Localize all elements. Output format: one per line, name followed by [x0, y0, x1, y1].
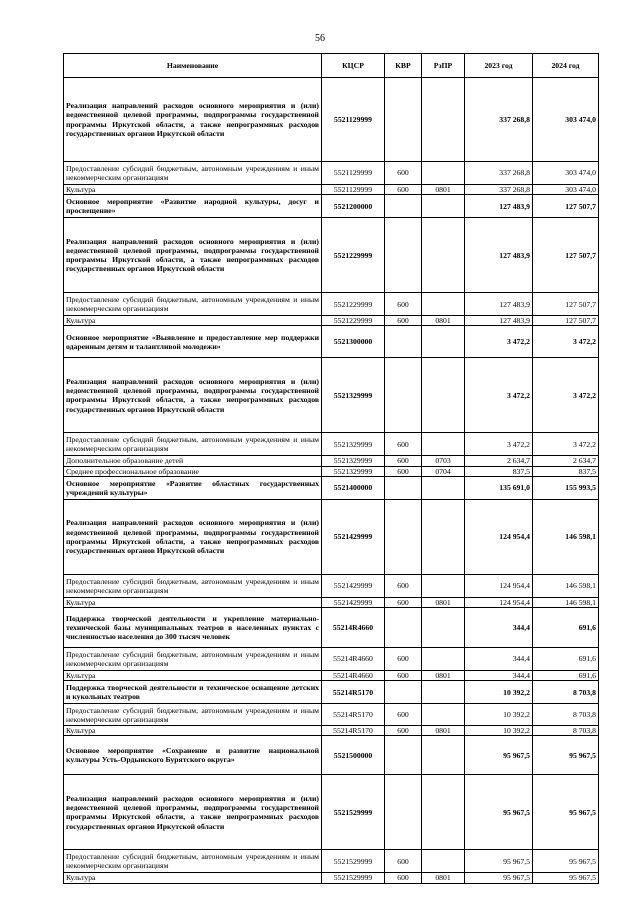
cell-kvr [385, 775, 422, 850]
table-row [64, 358, 599, 433]
cell-name: Реализация направлений расходов основного мероприятия и (или) ведомственной целевой программы, подпрограммы государственной программы Иркутской области, а также непрограммных расходов государственных органов Иркутской области [64, 499, 322, 574]
cell-rzpr [422, 704, 465, 726]
cell-name: Культура [64, 185, 322, 195]
cell-kcsr: 5521529999 [322, 775, 385, 850]
cell-kcsr: 5521400000 [322, 476, 385, 499]
table-row [64, 704, 599, 726]
table-row [64, 574, 599, 597]
cell-year-2024: 127 507,7 [533, 218, 599, 293]
cell-rzpr [422, 476, 465, 499]
cell-year-2024: 146 598,1 [533, 597, 599, 607]
cell-kvr: 600 [385, 873, 422, 883]
cell-kvr: 600 [385, 574, 422, 597]
cell-kcsr: 55214R4660 [322, 671, 385, 681]
cell-year-2024: 691,6 [533, 671, 599, 681]
cell-year-2024: 2 634,7 [533, 456, 599, 466]
cell-kvr: 600 [385, 850, 422, 873]
cell-kvr: 600 [385, 316, 422, 326]
cell-year-2023: 10 392,2 [465, 726, 533, 736]
header-name: Наименование [64, 54, 322, 78]
header-rzpr: РзПР [422, 54, 465, 78]
cell-rzpr [422, 608, 465, 648]
cell-kvr: 600 [385, 597, 422, 607]
cell-rzpr [422, 78, 465, 162]
cell-rzpr [422, 162, 465, 185]
cell-rzpr: 0801 [422, 185, 465, 195]
cell-year-2023: 10 392,2 [465, 704, 533, 726]
cell-kvr [385, 476, 422, 499]
cell-year-2024: 691,6 [533, 608, 599, 648]
page-number: 56 [315, 33, 325, 44]
cell-rzpr [422, 218, 465, 293]
cell-rzpr: 0801 [422, 597, 465, 607]
cell-kcsr: 5521129999 [322, 162, 385, 185]
cell-kcsr: 5521229999 [322, 218, 385, 293]
cell-kcsr: 5521329999 [322, 466, 385, 476]
budget-table [63, 53, 599, 884]
table-header-row [64, 54, 599, 78]
cell-kvr [385, 78, 422, 162]
cell-kvr [385, 499, 422, 574]
cell-year-2024: 95 967,5 [533, 850, 599, 873]
cell-kcsr: 5521129999 [322, 78, 385, 162]
cell-name: Реализация направлений расходов основного мероприятия и (или) ведомственной целевой программы, подпрограммы государственной программы Иркутской области, а также непрограммных расходов государственных органов Иркутской области [64, 358, 322, 433]
cell-name: Предоставление субсидий бюджетным, автономным учреждениям и иным некоммерческим организациям [64, 648, 322, 671]
cell-year-2023: 95 967,5 [465, 873, 533, 883]
cell-name: Основное мероприятие «Развитие областных государственных учреждений культуры» [64, 476, 322, 499]
cell-name: Реализация направлений расходов основного мероприятия и (или) ведомственной целевой программы, подпрограммы государственной программы Иркутской области, а также непрограммных расходов государственных органов Иркутской области [64, 78, 322, 162]
cell-year-2023: 127 483,9 [465, 218, 533, 293]
cell-year-2024: 3 472,2 [533, 326, 599, 358]
table-row [64, 736, 599, 775]
cell-year-2024: 95 967,5 [533, 775, 599, 850]
cell-rzpr: 0801 [422, 671, 465, 681]
cell-kvr [385, 608, 422, 648]
cell-kvr [385, 358, 422, 433]
cell-year-2023: 124 954,4 [465, 499, 533, 574]
cell-kcsr: 5521529999 [322, 873, 385, 883]
cell-kvr [385, 218, 422, 293]
cell-rzpr [422, 850, 465, 873]
table-row [64, 316, 599, 326]
cell-kcsr: 5521429999 [322, 597, 385, 607]
cell-rzpr [422, 293, 465, 316]
table-row [64, 681, 599, 704]
cell-year-2023: 95 967,5 [465, 736, 533, 775]
cell-name: Предоставление субсидий бюджетным, автономным учреждениям и иным некоммерческим организациям [64, 433, 322, 456]
cell-name: Реализация направлений расходов основного мероприятия и (или) ведомственной целевой программы, подпрограммы государственной программы Иркутской области, а также непрограммных расходов государственных органов Иркутской области [64, 218, 322, 293]
cell-name: Предоставление субсидий бюджетным, автономным учреждениям и иным некоммерческим организациям [64, 574, 322, 597]
cell-rzpr [422, 433, 465, 456]
cell-year-2024: 3 472,2 [533, 433, 599, 456]
cell-name: Культура [64, 726, 322, 736]
table-row [64, 78, 599, 162]
cell-kvr: 600 [385, 726, 422, 736]
cell-rzpr: 0703 [422, 456, 465, 466]
table-row [64, 476, 599, 499]
cell-kcsr: 55214R4660 [322, 648, 385, 671]
cell-year-2023: 2 634,7 [465, 456, 533, 466]
table-row [64, 873, 599, 883]
cell-kvr: 600 [385, 293, 422, 316]
cell-kcsr: 5521229999 [322, 293, 385, 316]
cell-rzpr [422, 326, 465, 358]
table-row [64, 850, 599, 873]
cell-name: Культура [64, 597, 322, 607]
table-row [64, 456, 599, 466]
cell-year-2023: 3 472,2 [465, 358, 533, 433]
table-row [64, 162, 599, 185]
cell-name: Культура [64, 316, 322, 326]
cell-rzpr [422, 681, 465, 704]
cell-year-2024: 3 472,2 [533, 358, 599, 433]
cell-year-2024: 127 507,7 [533, 293, 599, 316]
cell-name: Предоставление субсидий бюджетным, автономным учреждениям и иным некоммерческим организациям [64, 162, 322, 185]
cell-rzpr [422, 775, 465, 850]
cell-year-2023: 10 392,2 [465, 681, 533, 704]
cell-name: Предоставление субсидий бюджетным, автономным учреждениям и иным некоммерческим организациям [64, 850, 322, 873]
cell-kcsr: 55214R5170 [322, 704, 385, 726]
cell-kvr: 600 [385, 456, 422, 466]
cell-year-2023: 3 472,2 [465, 326, 533, 358]
cell-kcsr: 5521429999 [322, 499, 385, 574]
cell-year-2024: 691,6 [533, 648, 599, 671]
header-kcsr: КЦСР [322, 54, 385, 78]
table-row [64, 433, 599, 456]
cell-year-2023: 127 483,9 [465, 316, 533, 326]
cell-year-2023: 124 954,4 [465, 574, 533, 597]
cell-kcsr: 5521500000 [322, 736, 385, 775]
cell-year-2024: 8 703,8 [533, 704, 599, 726]
cell-kcsr: 5521329999 [322, 456, 385, 466]
cell-year-2024: 8 703,8 [533, 681, 599, 704]
cell-name: Дополнительное образование детей [64, 456, 322, 466]
cell-year-2023: 95 967,5 [465, 850, 533, 873]
cell-kcsr: 55214R5170 [322, 726, 385, 736]
cell-rzpr: 0801 [422, 316, 465, 326]
cell-year-2023: 837,5 [465, 466, 533, 476]
cell-year-2024: 837,5 [533, 466, 599, 476]
cell-kvr: 600 [385, 433, 422, 456]
header-year-2023: 2023 год [465, 54, 533, 78]
table-row [64, 597, 599, 607]
cell-rzpr: 0801 [422, 726, 465, 736]
cell-kcsr: 55214R4660 [322, 608, 385, 648]
cell-year-2024: 127 507,7 [533, 316, 599, 326]
cell-kvr: 600 [385, 162, 422, 185]
cell-kcsr: 5521329999 [322, 358, 385, 433]
table-row [64, 499, 599, 574]
cell-kcsr: 5521229999 [322, 316, 385, 326]
cell-kvr: 600 [385, 671, 422, 681]
table-row [64, 326, 599, 358]
cell-name: Предоставление субсидий бюджетным, автономным учреждениям и иным некоммерческим организациям [64, 704, 322, 726]
cell-year-2024: 303 474,0 [533, 185, 599, 195]
cell-year-2023: 344,4 [465, 648, 533, 671]
cell-year-2024: 127 507,7 [533, 195, 599, 218]
cell-name: Культура [64, 873, 322, 883]
cell-kvr [385, 326, 422, 358]
cell-year-2023: 124 954,4 [465, 597, 533, 607]
table-row [64, 775, 599, 850]
cell-kvr [385, 195, 422, 218]
cell-rzpr [422, 736, 465, 775]
cell-kcsr: 5521429999 [322, 574, 385, 597]
cell-kvr: 600 [385, 648, 422, 671]
cell-year-2023: 337 268,8 [465, 78, 533, 162]
table-row [64, 466, 599, 476]
cell-kcsr: 5521529999 [322, 850, 385, 873]
table-row [64, 195, 599, 218]
header-kvr: КВР [385, 54, 422, 78]
cell-name: Основное мероприятие «Сохранение и развитие национальной культуры Усть-Ордынского Бурятского округа» [64, 736, 322, 775]
header-year-2024: 2024 год [533, 54, 599, 78]
cell-kcsr: 5521200000 [322, 195, 385, 218]
cell-year-2024: 303 474,0 [533, 78, 599, 162]
cell-rzpr: 0801 [422, 873, 465, 883]
cell-year-2023: 337 268,8 [465, 162, 533, 185]
cell-year-2023: 337 268,8 [465, 185, 533, 195]
cell-rzpr [422, 195, 465, 218]
cell-name: Реализация направлений расходов основного мероприятия и (или) ведомственной целевой программы, подпрограммы государственной программы Иркутской области, а также непрограммных расходов государственных органов Иркутской области [64, 775, 322, 850]
cell-year-2024: 95 967,5 [533, 873, 599, 883]
table-body [64, 78, 599, 884]
cell-name: Предоставление субсидий бюджетным, автономным учреждениям и иным некоммерческим организациям [64, 293, 322, 316]
cell-kvr [385, 681, 422, 704]
cell-name: Поддержка творческой деятельности и укрепление материально-технической базы муниципальных театров в населенных пунктах с численностью населения до 300 тысяч человек [64, 608, 322, 648]
cell-year-2023: 127 483,9 [465, 293, 533, 316]
cell-year-2024: 155 993,5 [533, 476, 599, 499]
cell-year-2024: 303 474,0 [533, 162, 599, 185]
cell-kvr: 600 [385, 185, 422, 195]
cell-year-2023: 344,4 [465, 608, 533, 648]
cell-year-2024: 146 598,1 [533, 574, 599, 597]
cell-name: Поддержка творческой деятельности и техническое оснащение детских и кукольных театров [64, 681, 322, 704]
cell-kvr [385, 736, 422, 775]
table-row [64, 648, 599, 671]
cell-kvr: 600 [385, 704, 422, 726]
cell-rzpr [422, 499, 465, 574]
cell-year-2023: 127 483,9 [465, 195, 533, 218]
table-row [64, 218, 599, 293]
table-row [64, 185, 599, 195]
cell-name: Основное мероприятие «Выявление и предоставление мер поддержки одаренным детям и талантливой молодежи» [64, 326, 322, 358]
cell-kcsr: 5521329999 [322, 433, 385, 456]
cell-name: Среднее профессиональное образование [64, 466, 322, 476]
cell-year-2023: 135 691,0 [465, 476, 533, 499]
cell-kcsr: 5521129999 [322, 185, 385, 195]
cell-kcsr: 55214R5170 [322, 681, 385, 704]
cell-rzpr: 0704 [422, 466, 465, 476]
cell-rzpr [422, 358, 465, 433]
cell-kvr: 600 [385, 466, 422, 476]
table-row [64, 671, 599, 681]
table-row [64, 726, 599, 736]
cell-year-2024: 8 703,8 [533, 726, 599, 736]
cell-rzpr [422, 648, 465, 671]
cell-rzpr [422, 574, 465, 597]
cell-year-2024: 146 598,1 [533, 499, 599, 574]
cell-kcsr: 5521300000 [322, 326, 385, 358]
table-row [64, 608, 599, 648]
cell-year-2023: 344,4 [465, 671, 533, 681]
cell-year-2023: 3 472,2 [465, 433, 533, 456]
cell-year-2024: 95 967,5 [533, 736, 599, 775]
cell-year-2023: 95 967,5 [465, 775, 533, 850]
cell-name: Основное мероприятие «Развитие народной культуры, досуг и просвещение» [64, 195, 322, 218]
table-row [64, 293, 599, 316]
cell-name: Культура [64, 671, 322, 681]
